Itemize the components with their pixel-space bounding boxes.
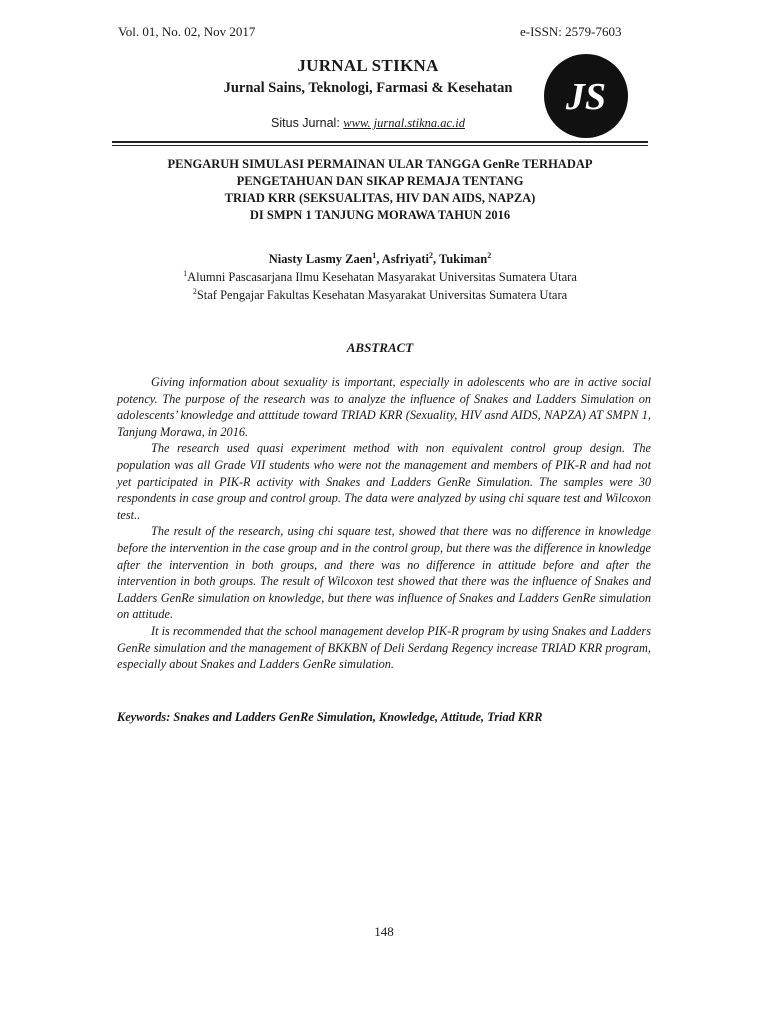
affil-mark: 1 bbox=[183, 269, 188, 278]
affiliation-1 bbox=[100, 270, 660, 285]
title-line: TRIAD KRR (SEKSUALITAS, HIV DAN AIDS, NAPZA) bbox=[224, 191, 536, 205]
author-affil-mark: 2 bbox=[487, 251, 492, 260]
paper-title bbox=[100, 156, 660, 224]
affiliation-text: Staf Pengajar Fakultas Kesehatan Masyarakat Universitas Sumatera Utara bbox=[196, 288, 568, 302]
abstract-paragraph: Giving information about sexuality is important, especially in adolescents who are in active social potency. The purpose of the research was to analyze the influence of Snakes and Ladders Simulation on adolescents’ knowledge and atttitude toward TRIAD KRR (Sexuality, HIV asnd AIDS, NAPZA) AT SMPN 1, Tanjung Morawa, in 2016. bbox=[117, 375, 651, 439]
header-rule-thick bbox=[112, 141, 648, 143]
journal-subtitle: Jurnal Sains, Teknologi, Farmasi & Kesehatan bbox=[223, 80, 513, 96]
title-line: DI SMPN 1 TANJUNG MORAWA TAHUN 2016 bbox=[249, 208, 511, 222]
affil-mark: 2 bbox=[192, 287, 197, 296]
abstract-paragraph: The research used quasi experiment method with non equivalent control group design. The population was all Grade VII students who were not the management and members of PIK-R and had not yet participated in PIK-R activity with Snakes and Ladders GenRe Simulation. The samples were 30 respondents in case group and control group. The data were analyzed by using chi square test and Wilcoxon test.. bbox=[117, 441, 651, 522]
keywords: Keywords: Snakes and Ladders GenRe Simulation, Knowledge, Attitude, Triad KRR bbox=[117, 710, 543, 724]
abstract-body bbox=[117, 374, 651, 673]
author-name: Niasty Lasmy Zaen bbox=[268, 252, 373, 266]
header-rule-thin bbox=[112, 145, 648, 146]
affiliation-2 bbox=[100, 288, 660, 303]
abstract-paragraph: It is recommended that the school management develop PIK-R program by using Snakes and Ladders GenRe simulation and the management of BKKBN of Deli Serdang Regency increase TRIAD KRR program, especially about Snakes and Ladders GenRe simulation. bbox=[117, 623, 651, 672]
page-number: 148 bbox=[374, 924, 394, 939]
site-url-link[interactable]: www. jurnal.stikna.ac.id bbox=[343, 116, 465, 130]
volume-info: Vol. 01, No. 02, Nov 2017 bbox=[118, 24, 256, 39]
abstract-heading: ABSTRACT bbox=[346, 340, 414, 355]
journal-logo bbox=[544, 54, 628, 138]
author-affil-mark: 2 bbox=[429, 251, 434, 260]
site-label: Situs Jurnal: bbox=[271, 116, 344, 130]
author-name: , Asfriyati bbox=[376, 252, 430, 266]
issn-info: e-ISSN: 2579-7603 bbox=[520, 24, 622, 39]
logo-text: JS bbox=[565, 76, 607, 118]
abstract-paragraph: The result of the research, using chi square test, showed that there was no difference in knowledge before the intervention in the case group and in the control group, but there was the difference in knowledge after the intervention in both groups, and there was no difference in attitude before and after the intervention in both groups. The result of Wilcoxon test showed that there was the influence of Snakes and Ladders GenRe simulation on knowledge, but there was influence of Snakes and Ladders GenRe simulation on attitude. bbox=[117, 524, 651, 622]
journal-name: JURNAL STIKNA bbox=[297, 56, 439, 75]
journal-logo-mark bbox=[544, 54, 628, 138]
author-affil-mark: 1 bbox=[372, 251, 377, 260]
journal-site bbox=[200, 116, 536, 131]
author-list bbox=[100, 252, 660, 267]
affiliation-text: Alumni Pascasarjana Ilmu Kesehatan Masyarakat Universitas Sumatera Utara bbox=[187, 270, 577, 284]
author-name: , Tukiman bbox=[433, 252, 488, 266]
title-line: PENGARUH SIMULASI PERMAINAN ULAR TANGGA GenRe TERHADAP bbox=[167, 157, 593, 171]
title-line: PENGETAHUAN DAN SIKAP REMAJA TENTANG bbox=[236, 174, 524, 188]
